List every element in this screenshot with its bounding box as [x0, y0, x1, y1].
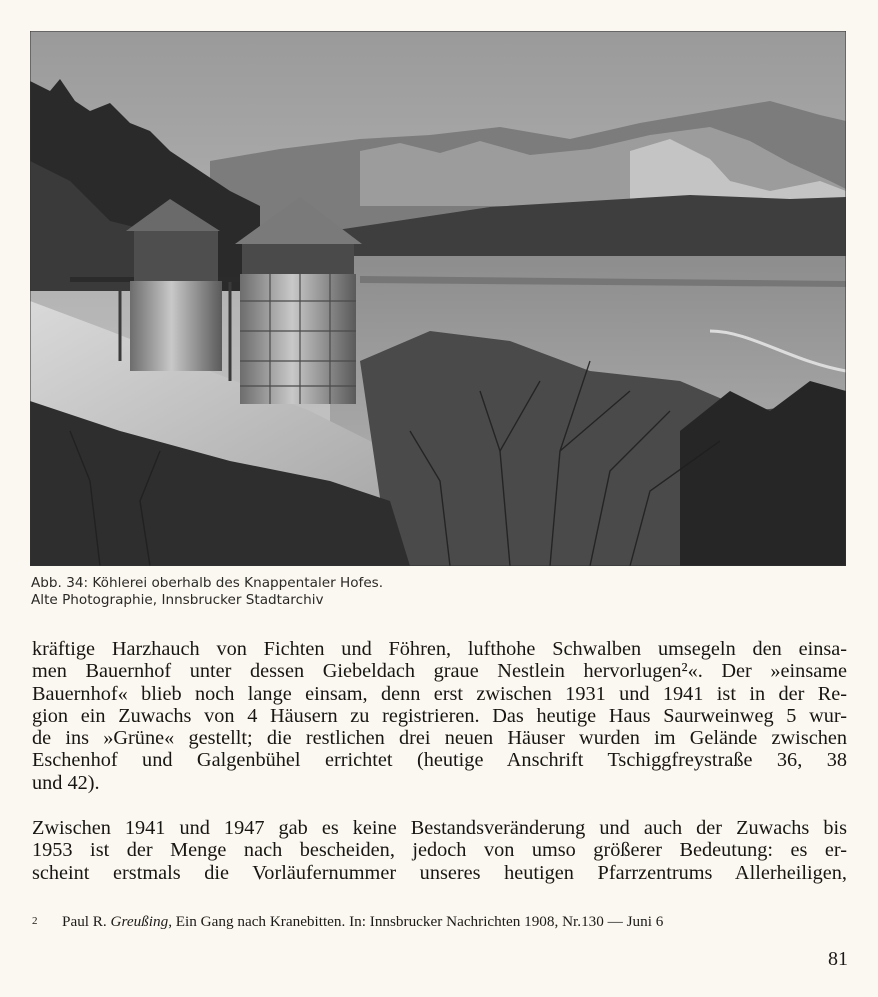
- footnote-citation: , Ein Gang nach Kranebitten. In: Innsbrucker Nachrichten 1908, Nr.130 — Juni 6: [168, 913, 664, 930]
- text-line: Zwischen 1941 und 1947 gab es keine Bestandsveränderung und auch der Zuwachs bis: [32, 817, 847, 839]
- footnote-number: 2: [32, 915, 38, 927]
- text-line: men Bauernhof unter dessen Giebeldach graue Nestlein hervorlugen²«. Der »einsame: [32, 660, 847, 683]
- text-line: de ins »Grüne« gestellt; die restlichen drei neuen Häuser wurden im Gelände zwischen: [32, 727, 847, 750]
- footnote-author-name: Greußing: [110, 913, 169, 930]
- caption-line-2: Alte Photographie, Innsbrucker Stadtarchiv: [31, 592, 324, 608]
- paragraph-2: [32, 817, 847, 884]
- text-line: und 42).: [32, 771, 100, 794]
- page-number: 81: [828, 948, 848, 970]
- text-line: 1953 ist der Menge nach bescheiden, jedoch von umso größerer Bedeutung: es er-: [32, 839, 847, 862]
- footnote-author-prefix: Paul R.: [62, 913, 111, 930]
- paragraph-1: [32, 638, 847, 794]
- text-line: scheint erstmals die Vorläufernummer unseres heutigen Pfarrzentrums Allerheiligen,: [32, 861, 847, 884]
- footnote: [32, 913, 663, 931]
- figure-caption: [31, 575, 845, 609]
- text-line: Eschenhof und Galgenbühel errichtet (heutige Anschrift Tschiggfreystraße 36, 38: [32, 749, 847, 772]
- caption-line-1: Abb. 34: Köhlerei oberhalb des Knappentaler Hofes.: [31, 575, 384, 591]
- text-line: kräftige Harzhauch von Fichten und Föhren, lufthohe Schwalben umsegeln den einsa-: [32, 638, 847, 660]
- text-line: Bauernhof« blieb noch lange einsam, denn erst zwischen 1931 und 1941 ist in der Re-: [32, 682, 847, 705]
- historic-photograph: [30, 31, 846, 566]
- text-line: gion ein Zuwachs von 4 Häusern zu registrieren. Das heutige Haus Saurweinweg 5 wur-: [32, 704, 847, 727]
